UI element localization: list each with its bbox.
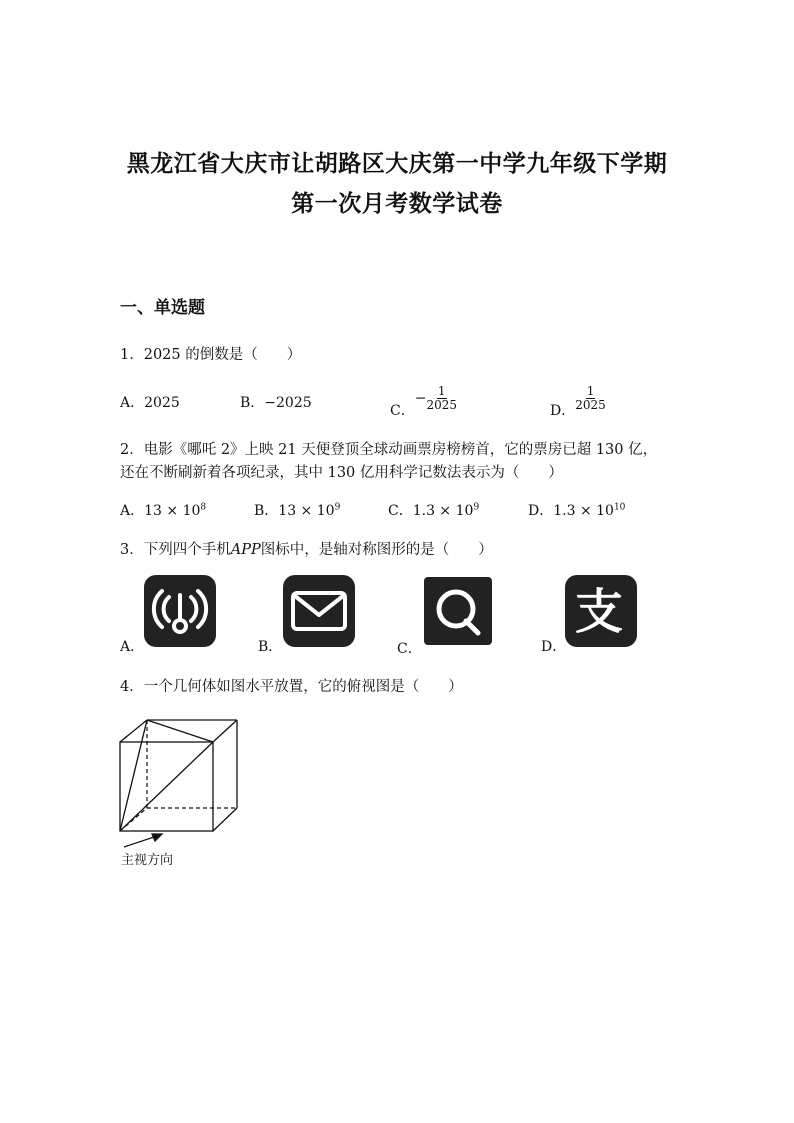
section-heading: 一、单选题 (120, 298, 205, 318)
edge (213, 720, 237, 742)
q1-option-b: B．−2025 (240, 395, 312, 411)
q3-option-d-label: D． (541, 639, 567, 655)
diagonal (147, 720, 213, 742)
view-arrow (124, 836, 157, 847)
page-subtitle: 第一次月考数学试卷 (291, 191, 503, 217)
q3-option-c-label: C． (397, 641, 422, 657)
question-2-stem-line1: 2．电影《哪吒 2》上映 21 天便登顶全球动画票房榜榜首，它的票房已超 130 亿， (120, 442, 658, 458)
alipay-glyph: 支 (574, 584, 624, 640)
page-title: 黑龙江省大庆市让胡路区大庆第一中学九年级下学期 (126, 151, 668, 177)
fraction: $\frac{1}{2025}$ (575, 384, 606, 412)
q1-option-c: C．− $\frac{1}{2025}$ (390, 384, 457, 419)
question-1-stem: 1．2025 的倒数是（ ） (120, 347, 302, 363)
mail-icon (283, 575, 355, 647)
q3-option-b-label: B． (258, 639, 283, 655)
q1-option-d: D． $\frac{1}{2025}$ (550, 384, 606, 419)
alipay-icon (565, 575, 637, 647)
q3-option-a-label: A． (120, 639, 145, 655)
search-q-icon (424, 577, 492, 645)
view-direction-caption: 主视方向 (121, 853, 174, 868)
diagonal (120, 720, 147, 831)
question-4-stem: 4．一个几何体如图水平放置，它的俯视图是（ ） (120, 679, 463, 695)
edge (213, 808, 237, 831)
diagonal (120, 742, 213, 831)
question-3-stem: 3．下列四个手机APP图标中，是轴对称图形的是（ ） (120, 542, 493, 558)
q2-option-b: B．$13 \times 10^9$ (254, 502, 341, 519)
arrow-head (152, 834, 162, 841)
wifi-key-icon (144, 575, 216, 647)
question-2-stem-line2: 还在不断刷新着各项纪录，其中 130 亿用科学记数法表示为（ ） (120, 465, 563, 481)
q2-option-c: C．$1.3 \times 10^9$ (388, 502, 480, 519)
solid-figure (110, 710, 250, 850)
q2-option-d: D．$1.3 \times 10^{10}$ (528, 502, 626, 519)
q2-option-a: A．$13 \times 10^8$ (120, 502, 207, 519)
q1-option-a: A．2025 (120, 395, 180, 411)
fraction: $\frac{1}{2025}$ (426, 384, 457, 412)
